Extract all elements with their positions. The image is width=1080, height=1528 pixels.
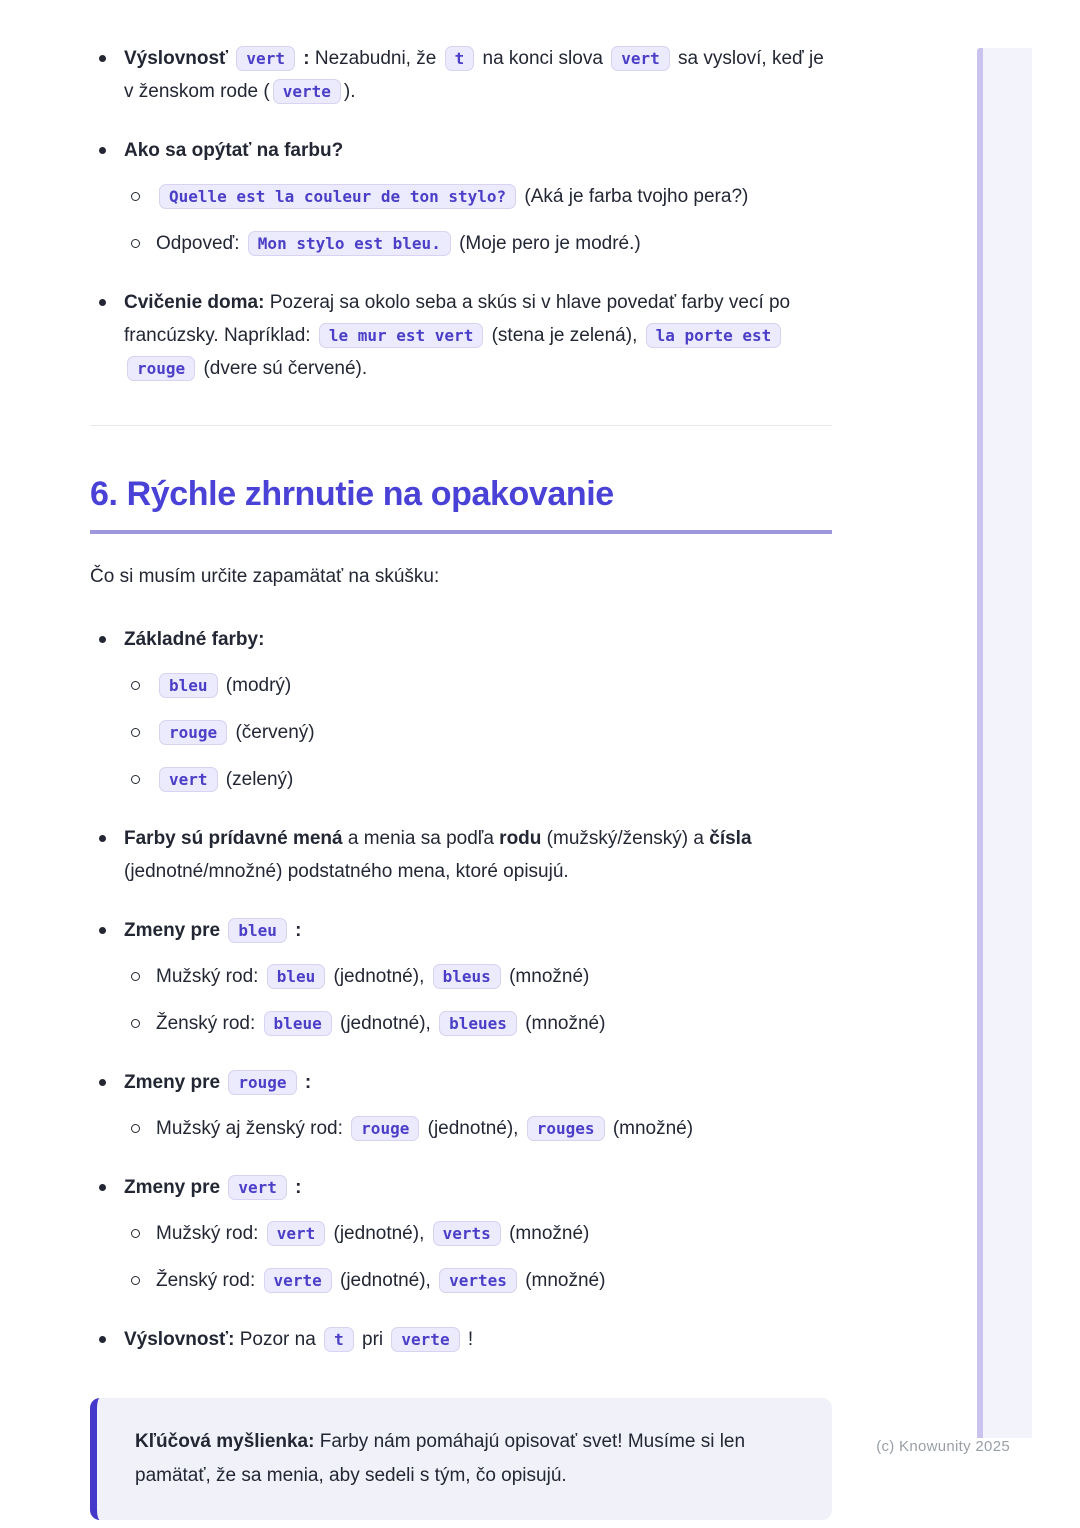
text-run: (množné) — [503, 966, 590, 987]
code-chip: Mon stylo est bleu. — [248, 231, 451, 256]
sub-list — [124, 1217, 832, 1297]
code-chip: bleu — [159, 673, 218, 698]
text-run: (červený) — [230, 722, 315, 743]
bold-text: Zmeny pre — [124, 1072, 226, 1093]
list-item — [90, 42, 832, 108]
sub-list — [124, 180, 832, 260]
code-chip: verts — [433, 1221, 501, 1246]
list-item — [90, 134, 832, 260]
text-run: Mužský rod: — [156, 966, 264, 987]
bold-text: : — [297, 48, 310, 69]
list-item — [124, 763, 832, 796]
code-chip: t — [445, 46, 475, 71]
text-run: (jednotné), — [334, 1270, 437, 1291]
text-run: Ženský rod: — [156, 1270, 261, 1291]
list-item — [124, 1007, 832, 1040]
bold-text: Zmeny pre — [124, 1177, 226, 1198]
code-chip: vert — [159, 767, 218, 792]
code-chip: verte — [391, 1327, 459, 1352]
code-chip: bleue — [264, 1011, 332, 1036]
text-run: pri — [356, 1329, 389, 1350]
text-run: na konci slova — [477, 48, 609, 69]
list-item — [124, 1264, 832, 1297]
text-run: sa vysloví, keď je v ženskom rode ( — [124, 48, 824, 102]
text-run: Pozor na — [234, 1329, 322, 1350]
code-chip: bleues — [439, 1011, 517, 1036]
code-chip: rouge — [159, 720, 227, 745]
bold-text: čísla — [709, 828, 752, 849]
text-run: (jednotné), — [334, 1013, 437, 1034]
text-run: Mužský rod: — [156, 1223, 264, 1244]
bold-text: : — [289, 1177, 302, 1198]
code-chip: bleu — [228, 918, 287, 943]
list-item — [90, 1171, 832, 1297]
code-chip: rouges — [527, 1116, 605, 1141]
text-run: Mužský aj ženský rod: — [156, 1118, 349, 1139]
text-run: Ženský rod: — [156, 1013, 261, 1034]
code-chip: rouge — [351, 1116, 419, 1141]
section-divider — [90, 425, 832, 426]
code-chip: verte — [264, 1268, 332, 1293]
text-run: (zelený) — [220, 769, 294, 790]
sub-list — [124, 669, 832, 796]
key-idea-callout — [90, 1398, 832, 1520]
sub-list — [124, 1112, 832, 1145]
document-content — [90, 42, 832, 1520]
bold-text: Výslovnosť — [124, 48, 234, 69]
list-item — [90, 914, 832, 1040]
list-item — [90, 1323, 832, 1356]
code-chip: rouge — [228, 1070, 296, 1095]
list-item — [124, 716, 832, 749]
text-run: ! — [462, 1329, 474, 1350]
text-run: (jednotné), — [328, 966, 430, 987]
code-chip: verte — [273, 79, 341, 104]
text-run: (množné) — [503, 1223, 590, 1244]
text-run: (jednotné/množné) podstatného mena, ktoré opisujú. — [124, 861, 569, 882]
list-item — [124, 180, 832, 213]
bold-text: rodu — [499, 828, 542, 849]
text-run: (dvere sú červené). — [198, 358, 368, 379]
intro-paragraph: Čo si musím určite zapamätať na skúšku: — [90, 566, 440, 587]
code-chip: vert — [236, 46, 295, 71]
list-item — [124, 960, 832, 993]
bold-text: Cvičenie doma: — [124, 292, 265, 313]
code-chip: t — [324, 1327, 354, 1352]
list-item — [124, 669, 832, 702]
list-item — [90, 1066, 832, 1145]
code-chip: vertes — [439, 1268, 517, 1293]
callout-text — [135, 1425, 794, 1493]
bold-text: Výslovnosť: — [124, 1329, 235, 1350]
bold-text: Kľúčová myšlienka: — [135, 1431, 315, 1452]
list-item — [124, 1217, 832, 1250]
text-run: a menia sa podľa — [342, 828, 500, 849]
text-run: Farby nám pomáhajú opisovať svet! Musíme si len pamätať, že sa menia, aby sedeli s tým, čo opisujú. — [135, 1431, 746, 1486]
text-run: Pozeraj sa okolo seba a skús si v hlave povedať farby vecí po francúzsky. Napríklad: — [124, 292, 791, 346]
bold-text: : — [289, 920, 302, 941]
code-chip: bleus — [433, 964, 501, 989]
sub-list — [124, 960, 832, 1040]
code-chip: Quelle est la couleur de ton stylo? — [159, 184, 516, 209]
list-item — [90, 822, 832, 888]
next-page-edge — [977, 48, 1032, 1438]
text-run: (modrý) — [220, 675, 292, 696]
list-item — [124, 227, 832, 260]
bullet-list-summary — [90, 623, 832, 1356]
text-run: (jednotné), — [422, 1118, 524, 1139]
code-chip: vert — [611, 46, 670, 71]
list-item — [90, 623, 832, 796]
bold-text: : — [299, 1072, 312, 1093]
code-chip: vert — [228, 1175, 287, 1200]
text-run: (množné) — [519, 1013, 606, 1034]
text-run: (Aká je farba tvojho pera?) — [519, 186, 749, 207]
bold-text: Farby sú prídavné mená — [124, 828, 343, 849]
list-item — [90, 286, 832, 385]
list-item — [124, 1112, 832, 1145]
bold-text: Základné farby: — [124, 629, 265, 650]
code-chip: vert — [267, 1221, 326, 1246]
code-chip: la porte est rouge — [127, 323, 781, 381]
text-run: Odpoveď: — [156, 233, 245, 254]
text-run: ). — [343, 81, 356, 102]
code-chip: le mur est vert — [319, 323, 484, 348]
text-run: (stena je zelená), — [486, 325, 643, 346]
bold-text: Ako sa opýtať na farbu? — [124, 140, 344, 161]
text-run: (množné) — [607, 1118, 694, 1139]
text-run: (Moje pero je modré.) — [453, 233, 641, 254]
section-heading: 6. Rýchle zhrnutie na opakovanie — [90, 472, 832, 534]
text-run: (jednotné), — [328, 1223, 430, 1244]
text-run: (množné) — [519, 1270, 606, 1291]
text-run: (mužský/ženský) a — [541, 828, 710, 849]
text-run: Nezabudni, že — [309, 48, 442, 69]
code-chip: bleu — [267, 964, 326, 989]
bold-text: Zmeny pre — [124, 920, 226, 941]
bullet-list-top — [90, 42, 832, 385]
copyright-footer: (c) Knowunity 2025 — [876, 1438, 1010, 1455]
